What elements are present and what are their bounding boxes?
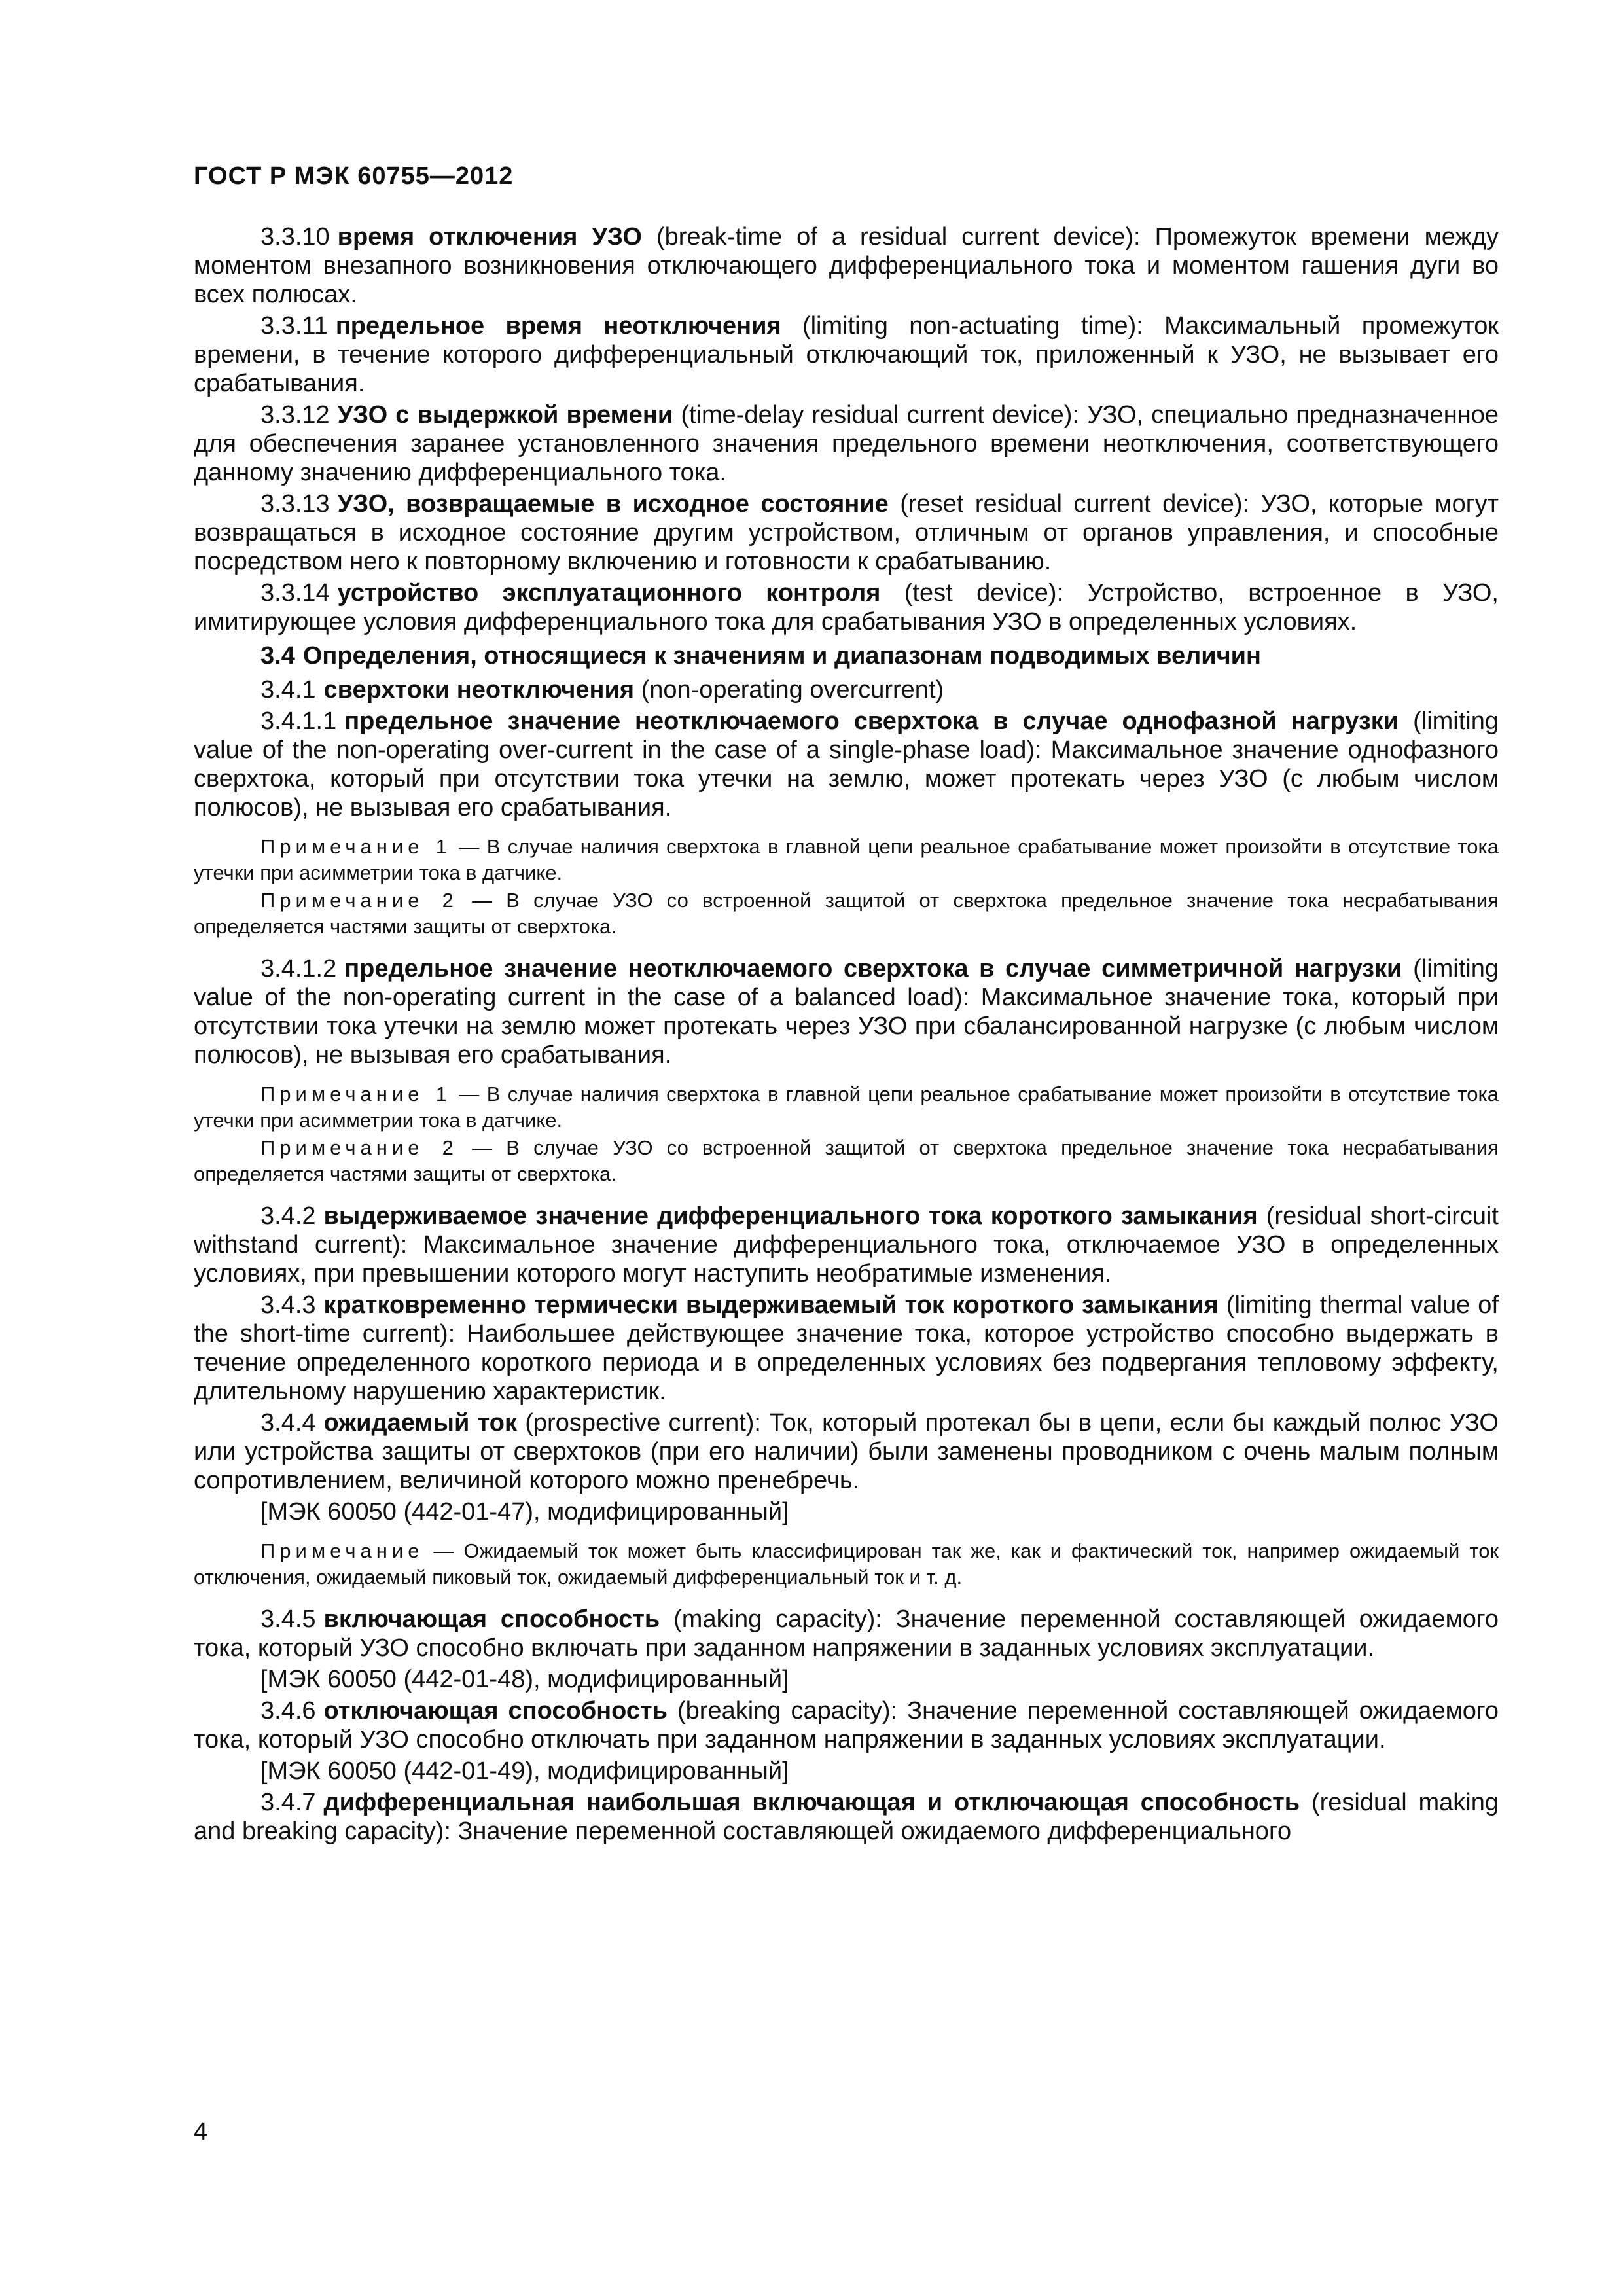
clause-number: 3.4.1.1 <box>260 708 337 735</box>
definition-3-3-10 <box>194 223 1499 309</box>
term: дифференциальная наибольшая включающая и отключающая способность <box>323 1789 1300 1816</box>
term: сверхтоки неотключения <box>323 676 635 704</box>
note-label: Примечание 2 <box>260 889 458 912</box>
definition-3-4-1-2 <box>194 954 1499 1069</box>
note <box>194 1081 1499 1134</box>
term: ожидаемый ток <box>323 1409 517 1437</box>
notes-block-b <box>194 1081 1499 1187</box>
clause-number: 3.4.7 <box>260 1789 316 1816</box>
note <box>194 1135 1499 1187</box>
term: включающая способность <box>323 1605 660 1633</box>
definition-3-4-6 <box>194 1696 1499 1754</box>
clause-number: 3.3.10 <box>260 223 330 251</box>
definition-text: (residual making and breaking capacity): Значение переменной составляющей ожидаемого дифференциального <box>194 1789 1499 1845</box>
definition-text: (test device): Устройство, встроенное в УЗО, имитирующее условия дифференциального тока для срабатывания УЗО в определенных условиях. <box>194 579 1499 636</box>
note-text: — В случае УЗО со встроенной защитой от сверхтока предельное значение тока несрабатывания определяется частями защиты от сверхтока. <box>194 1136 1499 1185</box>
term: предельное значение неотключаемого сверхтока в случае однофазной нагрузки <box>344 708 1399 735</box>
definition-3-4-3 <box>194 1291 1499 1406</box>
definition-text: (time-delay residual current device): УЗО, специально предназначенное для обеспечения заранее установленного значения предельного времени неотключения, соответствующего данному значению дифференциального тока. <box>194 401 1499 486</box>
term: время отключения УЗО <box>337 223 642 251</box>
definition-3-4-4 <box>194 1408 1499 1495</box>
clause-number: 3.4.3 <box>260 1291 316 1319</box>
source-reference: [МЭК 60050 (442-01-48), модифицированный] <box>260 1666 789 1693</box>
note <box>194 888 1499 940</box>
definition-text: (limiting value of the non-operating over-current in the case of a single-phase load): Максимальное значение однофазного сверхтока, который при отсутствии тока утечки на землю, может протекать через УЗО (с любым числом полюсов), не вызывая его срабатывания. <box>194 708 1499 821</box>
section-title: Определения, относящиеся к значениям и диапазонам подводимых величин <box>302 642 1261 670</box>
note <box>194 834 1499 886</box>
definition-text: (residual short-circuit withstand current): Максимальное значение дифференциального тока, отключаемое УЗО в определенных условиях, при превышении которого могут наступить необратимые изменения. <box>194 1202 1499 1287</box>
definition-text: (making capacity): Значение переменной составляющей ожидаемого тока, который УЗО способно включать при заданном напряжении в заданных условиях эксплуатации. <box>194 1605 1499 1662</box>
source-reference: [МЭК 60050 (442-01-49), модифицированный] <box>260 1757 789 1785</box>
term: УЗО с выдержкой времени <box>337 401 673 429</box>
definition-3-4-1-1 <box>194 707 1499 822</box>
note-label: Примечание 2 <box>260 1136 458 1159</box>
definition-3-3-13 <box>194 490 1499 576</box>
term: предельное значение неотключаемого сверхтока в случае симметричной нагрузки <box>344 955 1402 982</box>
note <box>194 1538 1499 1590</box>
clause-number: 3.4.6 <box>260 1697 316 1725</box>
definition-3-4-2 <box>194 1202 1499 1288</box>
definition-text: (prospective current): Ток, который протекал бы в цепи, если бы каждый полюс УЗО или устройства защиты от сверхтоков (при его наличии) были заменены проводником с очень малым полным сопротивлением, величиной которого можно пренебречь. <box>194 1409 1499 1494</box>
definition-text: (non-operating overcurrent) <box>634 676 944 704</box>
definition-3-3-14 <box>194 579 1499 636</box>
note-label: Примечание 1 <box>260 835 452 858</box>
note-text: — В случае наличия сверхтока в главной цепи реальное срабатывание может произойти в отсутствие тока утечки при асимметрии тока в датчике. <box>194 835 1499 884</box>
term: предельное время неотключения <box>335 312 781 340</box>
note-text: — В случае наличия сверхтока в главной цепи реальное срабатывание может произойти в отсутствие тока утечки при асимметрии тока в датчике. <box>194 1083 1499 1132</box>
page-number: 4 <box>194 2118 208 2145</box>
definition-text: (breaking capacity): Значение переменной составляющей ожидаемого тока, который УЗО способно отключать при заданном напряжении в заданных условиях эксплуатации. <box>194 1697 1499 1753</box>
definition-3-3-11 <box>194 312 1499 398</box>
notes-block-a <box>194 834 1499 940</box>
document-header: ГОСТ Р МЭК 60755—2012 <box>194 162 514 190</box>
definition-text: (break-time of a residual current device): Промежуток времени между моментом внезапного возникновения отключающего дифференциального тока и моментом гашения дуги во всех полюсах. <box>194 223 1499 308</box>
definition-3-4-1 <box>194 675 1499 704</box>
source-reference: [МЭК 60050 (442-01-47), модифицированный] <box>260 1498 789 1526</box>
document-body <box>194 223 1499 1848</box>
note-label: Примечание 1 <box>260 1083 452 1105</box>
clause-number: 3.4.4 <box>260 1409 316 1437</box>
definition-text: (reset residual current device): УЗО, которые могут возвращаться в исходное состояние другим устройством, отличным от органов управления, и способные посредством него к повторному включению и готовности к срабатыванию. <box>194 490 1499 575</box>
definition-text: (limiting value of the non-operating current in the case of a balanced load): Максимальное значение тока, который при отсутствии тока утечки на землю может протекать через УЗО при сбалансированной нагрузке (с любым числом полюсов), не вызывая его срабатывания. <box>194 955 1499 1069</box>
clause-number: 3.4.2 <box>260 1202 316 1230</box>
clause-number: 3.4.1.2 <box>260 955 337 982</box>
notes-block-c <box>194 1538 1499 1590</box>
term: устройство эксплуатационного контроля <box>337 579 881 607</box>
note-text: — В случае УЗО со встроенной защитой от сверхтока предельное значение тока несрабатывания определяется частями защиты от сверхтока. <box>194 889 1499 938</box>
definition-text: (limiting thermal value of the short-time current): Наибольшее действующее значение тока, которое устройство способно выдержать в течение определенного короткого периода и в определенных условиях без подвергания тепловому эффекту, длительному нарушению характеристик. <box>194 1291 1499 1405</box>
definition-text: (limiting non-actuating time): Максимальный промежуток времени, в течение которого дифференциальный отключающий ток, приложенный к УЗО, не вызывает его срабатывания. <box>194 312 1499 397</box>
note-label: Примечание <box>260 1539 424 1562</box>
clause-number: 3.3.14 <box>260 579 330 607</box>
term: УЗО, возвращаемые в исходное состояние <box>337 490 889 518</box>
term: выдерживаемое значение дифференциального тока короткого замыкания <box>323 1202 1258 1230</box>
definition-3-4-7 <box>194 1788 1499 1846</box>
clause-number: 3.3.11 <box>260 312 328 340</box>
note-text: — Ожидаемый ток может быть классифицирован так же, как и фактический ток, например ожидаемый ток отключения, ожидаемый пиковый ток, ожидаемый дифференциальный ток и т. д. <box>194 1539 1499 1588</box>
clause-number: 3.3.12 <box>260 401 330 429</box>
section-number: 3.4 <box>260 642 295 670</box>
clause-number: 3.3.13 <box>260 490 330 518</box>
definition-3-4-5 <box>194 1605 1499 1662</box>
clause-number: 3.4.5 <box>260 1605 316 1633</box>
term: отключающая способность <box>323 1697 668 1725</box>
section-heading-3-4 <box>194 641 1499 670</box>
term: кратковременно термически выдерживаемый ток короткого замыкания <box>323 1291 1219 1319</box>
definition-3-3-12 <box>194 401 1499 487</box>
clause-number: 3.4.1 <box>260 676 316 704</box>
